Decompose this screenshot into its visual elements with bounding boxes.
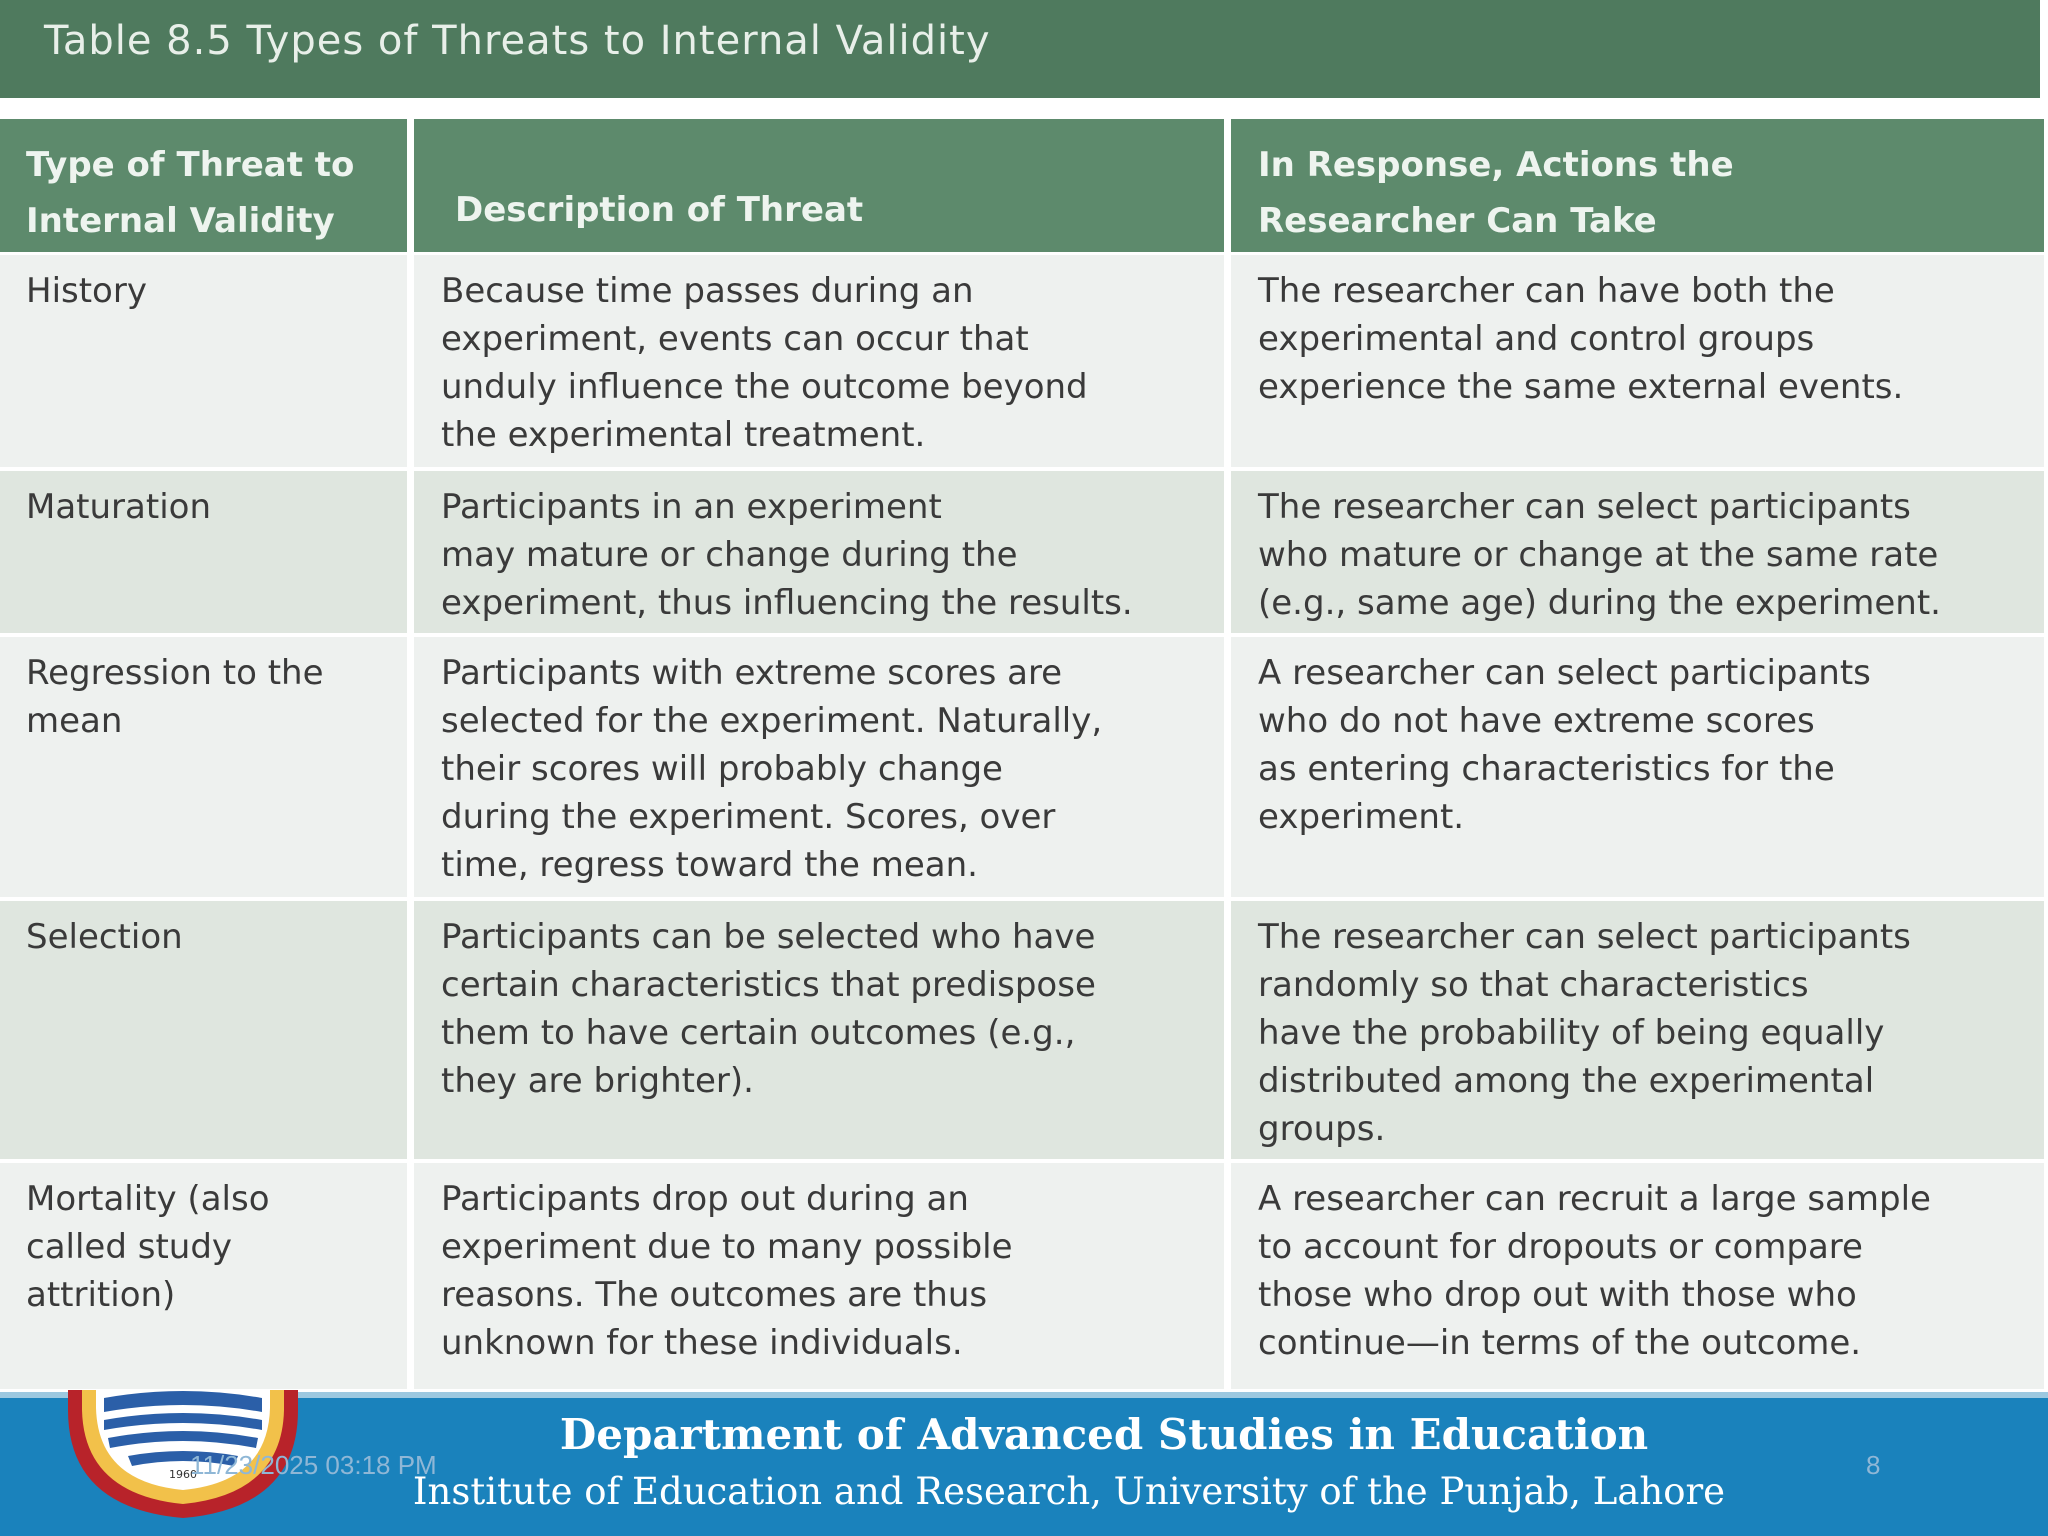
- cell-line: attrition): [26, 1275, 176, 1315]
- threat-description-cell: [414, 255, 1224, 467]
- cell-line: Maturation: [26, 487, 211, 527]
- table-header-row: [0, 119, 2044, 252]
- slide-number: 8: [1866, 1450, 1881, 1480]
- table-title-bar: [0, 0, 2040, 98]
- cell-line: time, regress toward the mean.: [441, 845, 978, 885]
- cell-line: Participants drop out during an: [441, 1179, 969, 1219]
- slide-footer: [0, 1392, 2048, 1536]
- table-title: Table 8.5 Types of Threats to Internal Validity: [44, 18, 991, 64]
- cell-line: continue—in terms of the outcome.: [1258, 1323, 1862, 1363]
- header-line: In Response, Actions the: [1258, 145, 1734, 185]
- threat-type-cell: [0, 637, 407, 897]
- cell-line: who do not have extreme scores: [1258, 701, 1815, 741]
- footer-divider: [0, 1392, 2048, 1398]
- cell-line: The researcher can select participants: [1258, 487, 1911, 527]
- cell-line: experience the same external events.: [1258, 367, 1904, 407]
- cell-line: experimental and control groups: [1258, 319, 1815, 359]
- cell-line: selected for the experiment. Naturally,: [441, 701, 1103, 741]
- table-row-mortality: [0, 1163, 2044, 1389]
- table-row-selection: [0, 901, 2044, 1159]
- threat-actions-cell: [1231, 471, 2044, 633]
- cell-line: their scores will probably change: [441, 749, 1003, 789]
- threat-actions-cell: [1231, 1163, 2044, 1389]
- cell-line: called study: [26, 1227, 233, 1267]
- department-name: Department of Advanced Studies in Education: [559, 1410, 1649, 1459]
- cell-line: distributed among the experimental: [1258, 1061, 1875, 1101]
- cell-line: (e.g., same age) during the experiment.: [1258, 583, 1941, 623]
- threat-type-cell: [0, 471, 407, 633]
- cell-line: Regression to the: [26, 653, 324, 693]
- table-row-history: [0, 255, 2044, 467]
- cell-line: The researcher can have both the: [1258, 271, 1835, 311]
- threat-actions-cell: [1231, 901, 2044, 1159]
- cell-line: have the probability of being equally: [1258, 1013, 1885, 1053]
- cell-line: Mortality (also: [26, 1179, 270, 1219]
- cell-line: Participants with extreme scores are: [441, 653, 1063, 693]
- slide-date: 11/23/2025 03:18 PM: [190, 1450, 437, 1480]
- cell-line: Participants can be selected who have: [441, 917, 1096, 957]
- cell-line: the experimental treatment.: [441, 415, 926, 455]
- header-description-cell: [414, 119, 1224, 252]
- header-actions-cell: [1231, 119, 2044, 252]
- threat-description-cell: [414, 901, 1224, 1159]
- cell-line: those who drop out with those who: [1258, 1275, 1857, 1315]
- header-line: Researcher Can Take: [1258, 201, 1657, 241]
- cell-line: The researcher can select participants: [1258, 917, 1911, 957]
- threat-actions-cell: [1231, 637, 2044, 897]
- threat-description-cell: [414, 1163, 1224, 1389]
- cell-line: experiment.: [1258, 797, 1465, 837]
- cell-line: A researcher can select participants: [1258, 653, 1871, 693]
- threat-description-cell: [414, 637, 1224, 897]
- cell-line: experiment, thus influencing the results.: [441, 583, 1133, 623]
- cell-line: experiment, events can occur that: [441, 319, 1029, 359]
- institute-name: Institute of Education and Research, University of the Punjab, Lahore: [412, 1470, 1726, 1513]
- cell-line: who mature or change at the same rate: [1258, 535, 1939, 575]
- cell-line: Because time passes during an: [441, 271, 974, 311]
- logo-year: 1960: [169, 1468, 197, 1481]
- cell-line: to account for dropouts or compare: [1258, 1227, 1863, 1267]
- cell-line: Participants in an experiment: [441, 487, 942, 527]
- header-line: Internal Validity: [26, 201, 335, 241]
- cell-line: randomly so that characteristics: [1258, 965, 1809, 1005]
- threat-description-cell: [414, 471, 1224, 633]
- cell-line: they are brighter).: [441, 1061, 754, 1101]
- table-row-maturation: [0, 471, 2044, 633]
- cell-line: groups.: [1258, 1109, 1386, 1149]
- cell-line: Selection: [26, 917, 183, 957]
- threats-table: [0, 119, 2044, 1389]
- cell-line: unduly influence the outcome beyond: [441, 367, 1088, 407]
- cell-line: them to have certain outcomes (e.g.,: [441, 1013, 1076, 1053]
- cell-line: History: [26, 271, 147, 311]
- cell-line: as entering characteristics for the: [1258, 749, 1835, 789]
- cell-line: during the experiment. Scores, over: [441, 797, 1056, 837]
- threat-actions-cell: [1231, 255, 2044, 467]
- threat-type-cell: [0, 255, 407, 467]
- cell-line: A researcher can recruit a large sample: [1258, 1179, 1931, 1219]
- cell-line: unknown for these individuals.: [441, 1323, 963, 1363]
- header-type-cell: [0, 119, 407, 252]
- cell-line: experiment due to many possible: [441, 1227, 1013, 1267]
- cell-line: may mature or change during the: [441, 535, 1018, 575]
- threat-type-cell: [0, 901, 407, 1159]
- header-line: Description of Threat: [455, 190, 864, 230]
- cell-line: reasons. The outcomes are thus: [441, 1275, 988, 1315]
- cell-line: certain characteristics that predispose: [441, 965, 1096, 1005]
- table-row-regression: [0, 637, 2044, 897]
- threat-type-cell: [0, 1163, 407, 1389]
- cell-line: mean: [26, 701, 123, 741]
- header-line: Type of Threat to: [26, 145, 355, 185]
